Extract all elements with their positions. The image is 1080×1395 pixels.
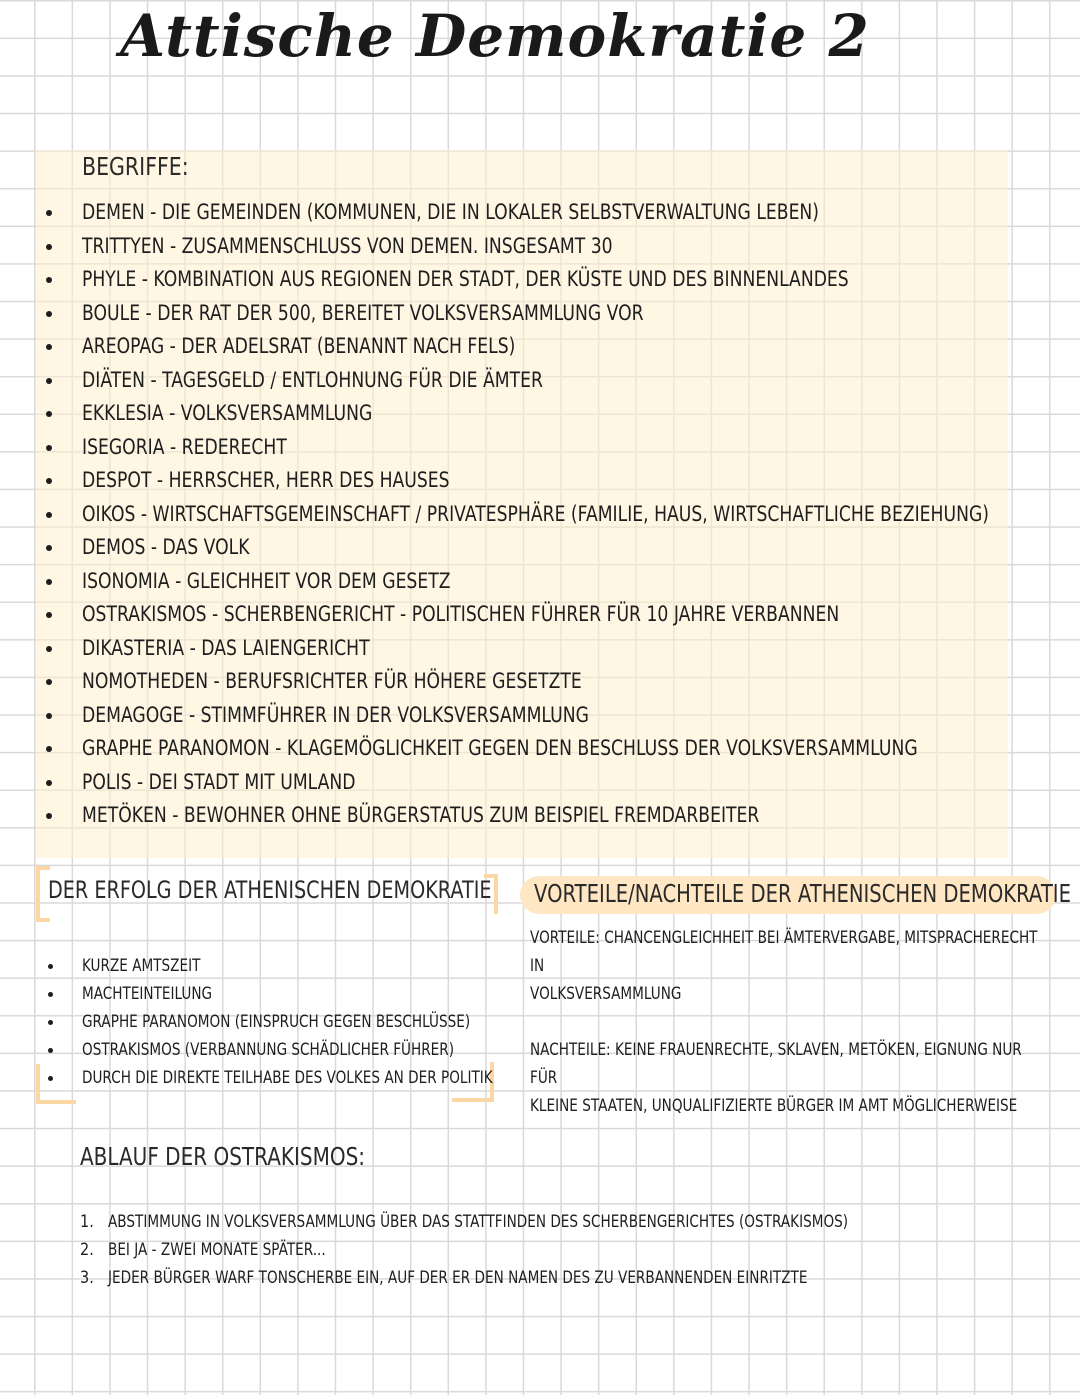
- bullet-icon: [48, 992, 53, 997]
- erfolg-text: MACHTEINTEILUNG: [82, 984, 213, 1004]
- bullet-icon: [46, 411, 52, 417]
- bullet-icon: [46, 512, 52, 518]
- vorteile-line-1: VORTEILE: CHANCENGLEICHHEIT BEI ÄMTERVERGABE, MITSPRACHERECHT IN: [530, 928, 1038, 976]
- step-text: JEDER BÜRGER WARF TONSCHERBE EIN, AUF DER ER DEN NAMEN DES ZU VERBANNENDEN EINRITZTE: [108, 1268, 808, 1288]
- bullet-icon: [46, 311, 52, 317]
- term-text: PHYLE - KOMBINATION AUS REGIONEN DER STADT, DER KÜSTE UND DES BINNENLANDES: [82, 267, 849, 292]
- page-title: Attische Demokratie 2: [120, 2, 870, 70]
- erfolg-text: GRAPHE PARANOMON (EINSPRUCH GEGEN BESCHLÜSSE): [82, 1012, 471, 1032]
- term-text: DIÄTEN - TAGESGELD / ENTLOHNUNG FÜR DIE ÄMTER: [82, 367, 543, 393]
- vorteile-line-2: VOLKSVERSAMMLUNG: [530, 984, 682, 1004]
- step-number: 2.: [80, 1240, 94, 1260]
- bullet-icon: [46, 646, 52, 652]
- bullet-icon: [46, 378, 52, 384]
- term-text: DESPOT - HERRSCHER, HERR DES HAUSES: [82, 468, 450, 493]
- term-text: DEMOS - DAS VOLK: [82, 535, 250, 560]
- bullet-icon: [46, 244, 52, 250]
- bullet-icon: [46, 713, 52, 719]
- ablauf-heading: ABLAUF DER OSTRAKISMOS:: [80, 1142, 366, 1171]
- term-text: AREOPAG - DER ADELSRAT (BENANNT NACH FELS): [82, 334, 516, 359]
- term-text: NOMOTHEDEN - BERUFSRICHTER FÜR HÖHERE GESETZTE: [82, 669, 582, 694]
- step-number: 1.: [80, 1212, 94, 1232]
- bullet-icon: [46, 478, 52, 484]
- bullet-icon: [46, 612, 52, 618]
- term-text: POLIS - DEI STADT MIT UMLAND: [82, 769, 356, 795]
- term-text: DIKASTERIA - DAS LAIENGERICHT: [82, 635, 370, 661]
- bullet-icon: [46, 780, 52, 786]
- bullet-icon: [48, 1076, 53, 1081]
- term-text: GRAPHE PARANOMON - KLAGEMÖGLICHKEIT GEGEN DEN BESCHLUSS DER VOLKSVERSAMMLUNG: [82, 736, 918, 761]
- term-text: BOULE - DER RAT DER 500, BEREITET VOLKSVERSAMMLUNG VOR: [82, 300, 644, 326]
- step-text: BEI JA - ZWEI MONATE SPÄTER...: [108, 1240, 326, 1260]
- step-number: 3.: [80, 1268, 94, 1288]
- bullet-icon: [46, 344, 52, 350]
- nachteile-line-1: NACHTEILE: KEINE FRAUENRECHTE, SKLAVEN, METÖKEN, EIGNUNG NUR FÜR: [530, 1040, 1022, 1088]
- term-text: DEMEN - DIE GEMEINDEN (KOMMUNEN, DIE IN LOKALER SELBSTVERWALTUNG LEBEN): [82, 200, 820, 225]
- term-text: METÖKEN - BEWOHNER OHNE BÜRGERSTATUS ZUM BEISPIEL FREMDARBEITER: [82, 803, 760, 828]
- erfolg-text: KURZE AMTSZEIT: [82, 956, 201, 976]
- term-text: OSTRAKISMOS - SCHERBENGERICHT - POLITISCHEN FÜHRER FÜR 10 JAHRE VERBANNEN: [82, 602, 840, 627]
- bullet-icon: [46, 813, 52, 819]
- erfolg-text: DURCH DIE DIREKTE TEILHABE DES VOLKES AN DER POLITIK: [82, 1068, 493, 1088]
- bracket-bottom-left-decoration: [36, 1064, 76, 1104]
- vorteile-heading: VORTEILE/NACHTEILE DER ATHENISCHEN DEMOKRATIE: [534, 879, 1071, 908]
- term-text: DEMAGOGE - STIMMFÜHRER IN DER VOLKSVERSAMMLUNG: [82, 702, 589, 728]
- erfolg-text: OSTRAKISMOS (VERBANNUNG SCHÄDLICHER FÜHRER): [82, 1040, 455, 1060]
- term-text: ISONOMIA - GLEICHHEIT VOR DEM GESETZ: [82, 568, 451, 594]
- bullet-icon: [46, 277, 52, 283]
- nachteile-text: [530, 1036, 1042, 1120]
- step-text: ABSTIMMUNG IN VOLKSVERSAMMLUNG ÜBER DAS STATTFINDEN DES SCHERBENGERICHTES (OSTRAKISMOS): [108, 1212, 849, 1232]
- bullet-icon: [48, 1048, 53, 1053]
- bullet-icon: [46, 746, 52, 752]
- nachteile-line-2: KLEINE STAATEN, UNQUALIFIZIERTE BÜRGER IM AMT MÖGLICHERWEISE: [530, 1096, 1018, 1116]
- begriffe-heading: BEGRIFFE:: [82, 152, 189, 181]
- term-text: TRITTYEN - ZUSAMMENSCHLUSS VON DEMEN. INSGESAMT 30: [82, 233, 613, 259]
- term-text: OIKOS - WIRTSCHAFTSGEMEINSCHAFT / PRIVATESPHÄRE (FAMILIE, HAUS, WIRTSCHAFTLICHE BEZIEHUNG): [82, 501, 989, 527]
- vorteile-text: [530, 924, 1042, 1008]
- bullet-icon: [48, 964, 53, 969]
- bullet-icon: [46, 545, 52, 551]
- bullet-icon: [46, 210, 52, 216]
- bullet-icon: [48, 1020, 53, 1025]
- term-text: ISEGORIA - REDERECHT: [82, 434, 287, 460]
- bullet-icon: [46, 679, 52, 685]
- term-text: EKKLESIA - VOLKSVERSAMMLUNG: [82, 401, 373, 426]
- bullet-icon: [46, 445, 52, 451]
- erfolg-heading: DER ERFOLG DER ATHENISCHEN DEMOKRATIE: [48, 876, 492, 904]
- bullet-icon: [46, 579, 52, 585]
